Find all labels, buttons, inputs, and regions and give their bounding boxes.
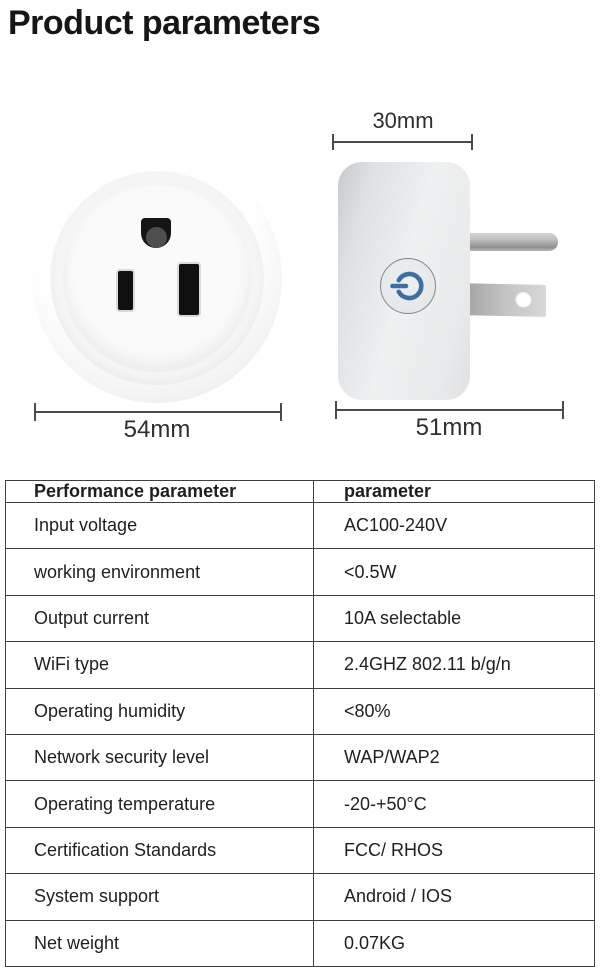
param-name-cell: Input voltage bbox=[6, 503, 314, 549]
dimension-tick bbox=[335, 401, 337, 419]
outlet-slot-right bbox=[179, 264, 199, 315]
table-header-value: parameter bbox=[314, 481, 595, 503]
param-name-cell: Network security level bbox=[6, 734, 314, 780]
param-name-cell: System support bbox=[6, 874, 314, 920]
param-name-cell: Operating temperature bbox=[6, 781, 314, 827]
plug-front-faceplate bbox=[64, 185, 250, 371]
param-name-cell: Certification Standards bbox=[6, 827, 314, 873]
table-row bbox=[6, 503, 595, 549]
dimension-line-51mm bbox=[336, 409, 563, 411]
param-value-cell: <80% bbox=[314, 688, 595, 734]
table-row bbox=[6, 595, 595, 641]
dimension-label-51mm: 51mm bbox=[415, 414, 483, 441]
dimension-line-54mm bbox=[35, 411, 281, 413]
table-row bbox=[6, 827, 595, 873]
param-value-cell: FCC/ RHOS bbox=[314, 827, 595, 873]
table-row bbox=[6, 734, 595, 780]
dimension-tick bbox=[34, 403, 36, 421]
power-icon bbox=[389, 267, 427, 305]
param-name-cell: WiFi type bbox=[6, 642, 314, 688]
table-row bbox=[6, 642, 595, 688]
page-title: Product parameters bbox=[8, 4, 321, 42]
parameters-table bbox=[5, 480, 595, 967]
table-row bbox=[6, 920, 595, 966]
prong-hole bbox=[515, 290, 532, 307]
dimension-line-30mm bbox=[333, 141, 473, 143]
param-value-cell: <0.5W bbox=[314, 549, 595, 595]
power-button bbox=[380, 258, 436, 314]
dimension-tick bbox=[280, 403, 282, 421]
param-name-cell: Output current bbox=[6, 595, 314, 641]
param-value-cell: 0.07KG bbox=[314, 920, 595, 966]
plug-prong-round bbox=[458, 233, 558, 251]
param-name-cell: Operating humidity bbox=[6, 688, 314, 734]
param-value-cell: 2.4GHZ 802.11 b/g/n bbox=[314, 642, 595, 688]
dimension-tick bbox=[471, 134, 473, 150]
param-name-cell: Net weight bbox=[6, 920, 314, 966]
table-row bbox=[6, 688, 595, 734]
param-value-cell: AC100-240V bbox=[314, 503, 595, 549]
param-value-cell: Android / IOS bbox=[314, 874, 595, 920]
dimension-label-54mm: 54mm bbox=[123, 416, 191, 443]
dimension-tick bbox=[562, 401, 564, 419]
param-value-cell: -20-+50°C bbox=[314, 781, 595, 827]
table-row bbox=[6, 549, 595, 595]
dimension-tick bbox=[332, 134, 334, 150]
ground-pin-dot bbox=[146, 227, 167, 248]
plug-prong-blade bbox=[458, 283, 546, 317]
param-name-cell: working environment bbox=[6, 549, 314, 595]
spec-table-body bbox=[6, 503, 595, 967]
dimension-label-30mm: 30mm bbox=[372, 108, 434, 133]
outlet-slot-left bbox=[118, 271, 133, 310]
table-header-row bbox=[6, 481, 595, 503]
param-value-cell: 10A selectable bbox=[314, 595, 595, 641]
table-row bbox=[6, 781, 595, 827]
param-value-cell: WAP/WAP2 bbox=[314, 734, 595, 780]
table-header-param: Performance parameter bbox=[6, 481, 314, 503]
table-row bbox=[6, 874, 595, 920]
